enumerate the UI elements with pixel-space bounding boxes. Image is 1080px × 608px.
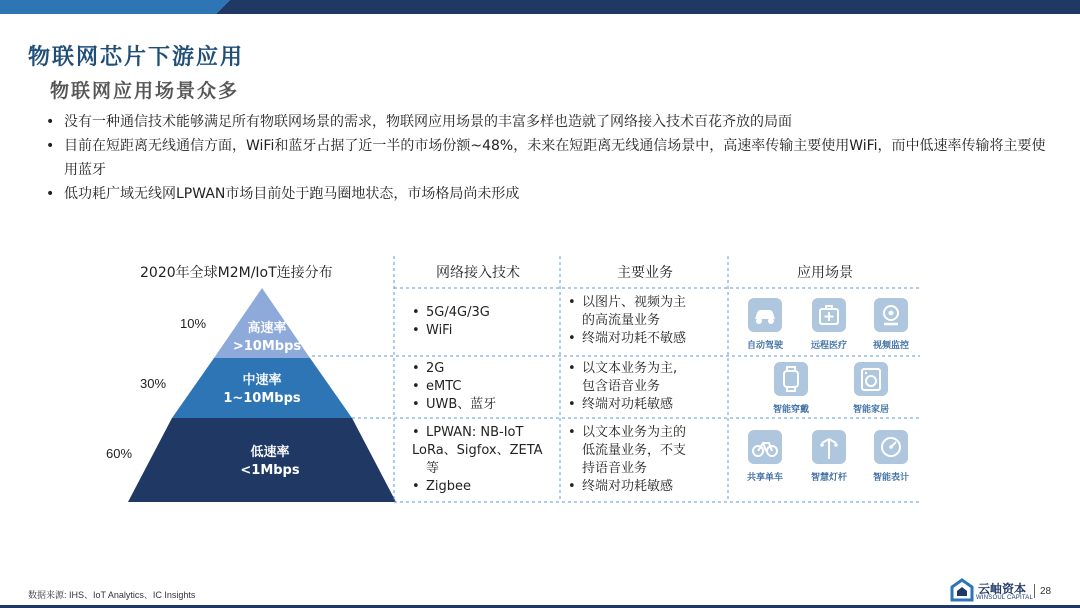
tech-item: 等	[426, 461, 440, 476]
medical-kit-icon	[812, 298, 846, 332]
pyramid-title: 2020年全球M2M/IoT连接分布	[140, 265, 333, 281]
scene-label: 远程医疗	[810, 340, 847, 350]
data-source-note: 数据来源: IHS、IoT Analytics、IC Insights	[28, 590, 196, 600]
scene-label: 自动驾驶	[746, 340, 783, 350]
car-icon	[748, 298, 782, 332]
scene-smart-meter	[860, 430, 922, 483]
tier-label-low	[212, 444, 328, 480]
washing-machine-icon	[854, 362, 888, 396]
business-cell	[568, 294, 726, 348]
business-item: • 终端对功耗敏感	[568, 396, 726, 414]
scene-smart-lamp-pole	[798, 430, 860, 483]
page-title: 物联网芯片下游应用	[28, 44, 245, 70]
tier-label-mid	[212, 372, 312, 408]
column-header-scenes: 应用场景	[797, 265, 853, 281]
tier-percent-low: 60%	[106, 446, 133, 461]
tier-rate: 1~10Mbps	[223, 391, 301, 406]
tech-item: • eMTC	[412, 378, 558, 396]
scene-label: 视频监控	[872, 340, 909, 350]
business-cell	[568, 360, 726, 414]
page-number: 28	[1040, 586, 1052, 597]
tech-item: • 5G/4G/3G	[412, 304, 558, 322]
tech-cell	[412, 360, 558, 414]
tech-item: LoRa、Sigfox、ZETA	[412, 443, 543, 458]
business-item: 持语音业务	[582, 461, 648, 476]
tier-percent-high: 10%	[180, 316, 207, 331]
column-header-business: 主要业务	[617, 265, 673, 281]
bullet-item: • 低功耗广域无线网LPWAN市场目前处于跑马圈地状态，市场格局尚未形成	[46, 182, 1046, 206]
scene-remote-medical	[798, 298, 860, 351]
meter-icon	[874, 430, 908, 464]
business-item: • 以图片、视频为主	[568, 294, 726, 312]
business-item: 的高流量业务	[582, 313, 661, 328]
street-lamp-icon	[812, 430, 846, 464]
scene-video-surveillance	[860, 298, 922, 351]
business-item: • 终端对功耗敏感	[568, 478, 726, 496]
smartwatch-icon	[774, 362, 808, 396]
business-item: 低流量业务，不支	[582, 443, 687, 458]
camera-icon	[874, 298, 908, 332]
tier-name: 低速率	[250, 445, 290, 460]
business-item: 包含语音业务	[582, 379, 661, 394]
scene-label: 智能家居	[852, 404, 889, 414]
scene-label: 智能表计	[872, 472, 909, 482]
scene-smart-wearable	[760, 362, 822, 415]
tier-label-high	[222, 320, 312, 356]
bullet-item: • 没有一种通信技术能够满足所有物联网场景的需求，物联网应用场景的丰富多样也造就了网络接入技术百花齐放的局面	[46, 110, 1046, 134]
footer-divider	[1034, 584, 1035, 598]
tech-item: • UWB、蓝牙	[412, 396, 558, 414]
business-item: • 以文本业务为主的	[568, 424, 726, 442]
bicycle-icon	[748, 430, 782, 464]
business-item: • 终端对功耗不敏感	[568, 330, 726, 348]
bullet-item: • 目前在短距离无线通信方面，WiFi和蓝牙占据了近一半的市场份额~48%，未来在短距离无线通信场景中，高速率传输主要使用WiFi，而中低速率传输将主要使用蓝牙	[46, 134, 1046, 182]
brand-logo-icon	[950, 578, 974, 602]
scene-smart-home	[840, 362, 902, 415]
tech-cell	[412, 424, 560, 496]
tech-cell	[412, 304, 558, 340]
scene-autonomous-driving	[734, 298, 796, 351]
scene-label: 智能穿戴	[772, 404, 809, 414]
tech-item: • Zigbee	[412, 478, 560, 496]
scene-label: 智慧灯杆	[810, 472, 847, 482]
business-cell	[568, 424, 726, 496]
scene-label: 共享单车	[746, 472, 783, 482]
tech-item: • 2G	[412, 360, 558, 378]
page-subtitle: 物联网应用场景众多	[50, 80, 240, 102]
tier-rate: >10Mbps	[232, 339, 302, 354]
tier-name: 高速率	[247, 321, 287, 336]
tier-rate: <1Mbps	[240, 463, 300, 478]
brand-subtitle: WINSOUL CAPITAL	[976, 595, 1034, 601]
tech-item: • WiFi	[412, 322, 558, 340]
brand-name: 云岫资本	[978, 582, 1027, 596]
tech-item: • LPWAN: NB-IoT	[412, 424, 560, 442]
business-item: • 以文本业务为主,	[568, 360, 726, 378]
tier-name: 中速率	[242, 373, 282, 388]
column-header-tech: 网络接入技术	[436, 265, 520, 281]
scene-shared-bike	[734, 430, 796, 483]
tier-percent-mid: 30%	[140, 376, 167, 391]
